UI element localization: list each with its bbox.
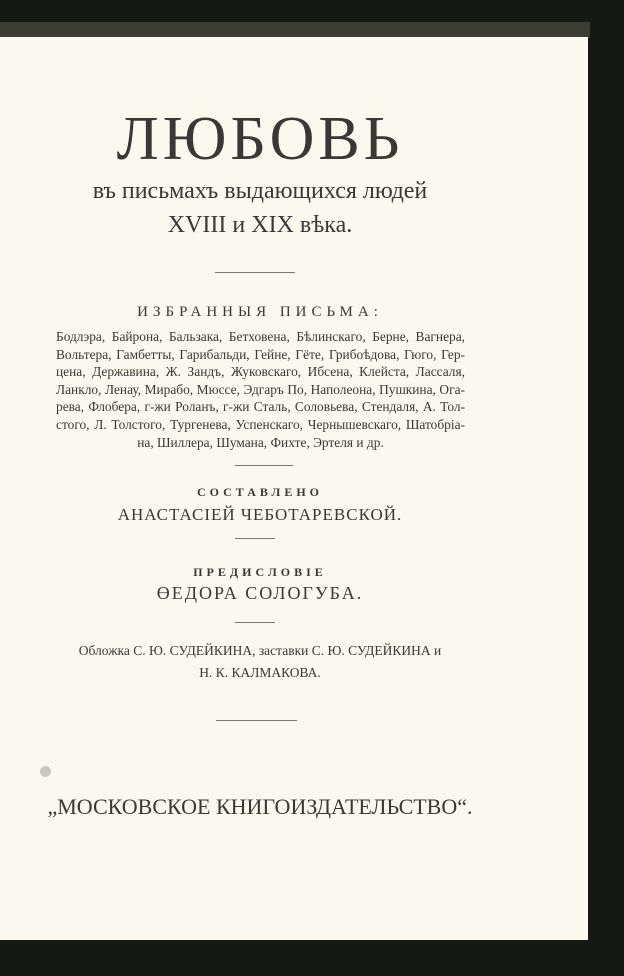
book-title: ЛЮБОВЬ [116,105,404,173]
divider [235,538,275,539]
preface-label: ПРЕДИСЛОВІЕ [193,565,327,579]
letters-line: рева, Флобера, г-жи Роланъ, г-жи Сталь, Соловьева, Стендаля, А. Тол- [56,399,465,415]
scan-border [0,22,590,38]
letters-line: Бодлэра, Байрона, Бальзака, Бетховена, Бѣлинскаго, Берне, Вагнера, [56,329,465,344]
divider [235,465,293,466]
paper-mark [40,766,51,777]
illustrations-credit: Н. К. КАЛМАКОВА. [199,665,321,680]
compiled-by: АНАСТАСІЕЙ ЧЕБОТАРЕВСКОЙ. [117,505,403,524]
preface-by: ӨЕДОРА СОЛОГУБА. [156,583,364,603]
letters-line: стого, Л. Толстого, Тургенева, Успенскаго, Чернышевскаго, Шатобріа- [56,416,465,432]
illustrations-credit: Обложка С. Ю. СУДЕЙКИНА, заставки С. Ю. СУДЕЙКИНА и [78,643,442,658]
letters-heading: ИЗБРАННЫЯ ПИСЬМА: [137,304,383,320]
divider [235,622,275,623]
publisher: „МОСКОВСКОЕ КНИГОИЗДАТЕЛЬСТВО“. [47,794,473,819]
compiled-label: СОСТАВЛЕНО [196,485,324,499]
letters-line: Вольтера, Гамбетты, Гарибальди, Гейне, Гёте, Грибоѣдова, Гюго, Гер- [56,346,465,362]
letters-line: Ланкло, Ленау, Мирабо, Мюссе, Эдгаръ По, Наполеона, Пушкина, Ога- [56,381,465,397]
letters-line: цена, Державина, Ж. Зандъ, Жуковскаго, Ибсена, Клейста, Лассаля, [56,364,465,380]
book-subtitle: въ письмахъ выдающихся людей [92,178,428,204]
divider [216,720,297,721]
divider [215,272,295,273]
letters-list [56,328,465,451]
letters-line: на, Шиллера, Шумана, Фихте, Эртеля и др. [137,434,384,450]
book-period: XVIII и XIX вѣка. [167,212,353,238]
